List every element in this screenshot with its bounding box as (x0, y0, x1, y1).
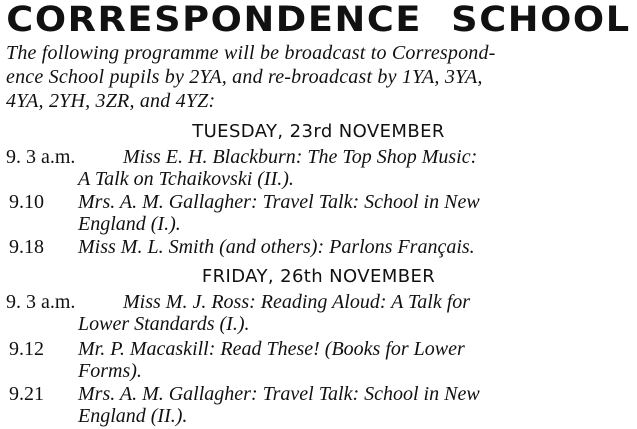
entry-description: Mrs. A. M. Gallagher: Travel Talk: School in New (78, 383, 480, 405)
intro-paragraph (6, 41, 634, 113)
entry-description-continued: Lower Standards (I.). (78, 313, 250, 335)
entry-description-continued: England (I.). (78, 213, 181, 235)
entry-description-continued: A Talk on Tchaikovski (II.). (78, 168, 294, 190)
entry-description-continued: England (II.). (78, 405, 188, 427)
entry-time: 9.10 (9, 191, 44, 213)
entry-description: Miss M. J. Ross: Reading Aloud: A Talk for (123, 291, 471, 313)
day-heading-tuesday: TUESDAY, 23rd NOVEMBER (192, 121, 445, 142)
entry-description: Mrs. A. M. Gallagher: Travel Talk: School in New (78, 191, 480, 213)
entry-time: 9.21 (9, 383, 44, 405)
page-title: CORRESPONDENCE SCHOOL (6, 0, 631, 40)
entry-description-continued: Forms). (78, 360, 142, 382)
intro-line: ence School pupils by 2YA, and re-broadcast by 1YA, 3YA, (6, 66, 483, 88)
entry-time: 9.18 (9, 236, 44, 258)
intro-line: 4YA, 2YH, 3ZR, and 4YZ: (6, 90, 216, 112)
entry-time: 9. 3 a.m. (6, 146, 76, 168)
entry-time: 9.12 (9, 338, 44, 360)
day-heading-friday: FRIDAY, 26th NOVEMBER (201, 266, 436, 287)
intro-line: The following programme will be broadcast to Correspond- (6, 42, 496, 64)
entry-description: Miss E. H. Blackburn: The Top Shop Music: (123, 146, 478, 168)
entry-time: 9. 3 a.m. (6, 291, 76, 313)
entry-description: Mr. P. Macaskill: Read These! (Books for Lower (78, 338, 465, 360)
entry-description: Miss M. L. Smith (and others): Parlons Français. (78, 236, 475, 258)
